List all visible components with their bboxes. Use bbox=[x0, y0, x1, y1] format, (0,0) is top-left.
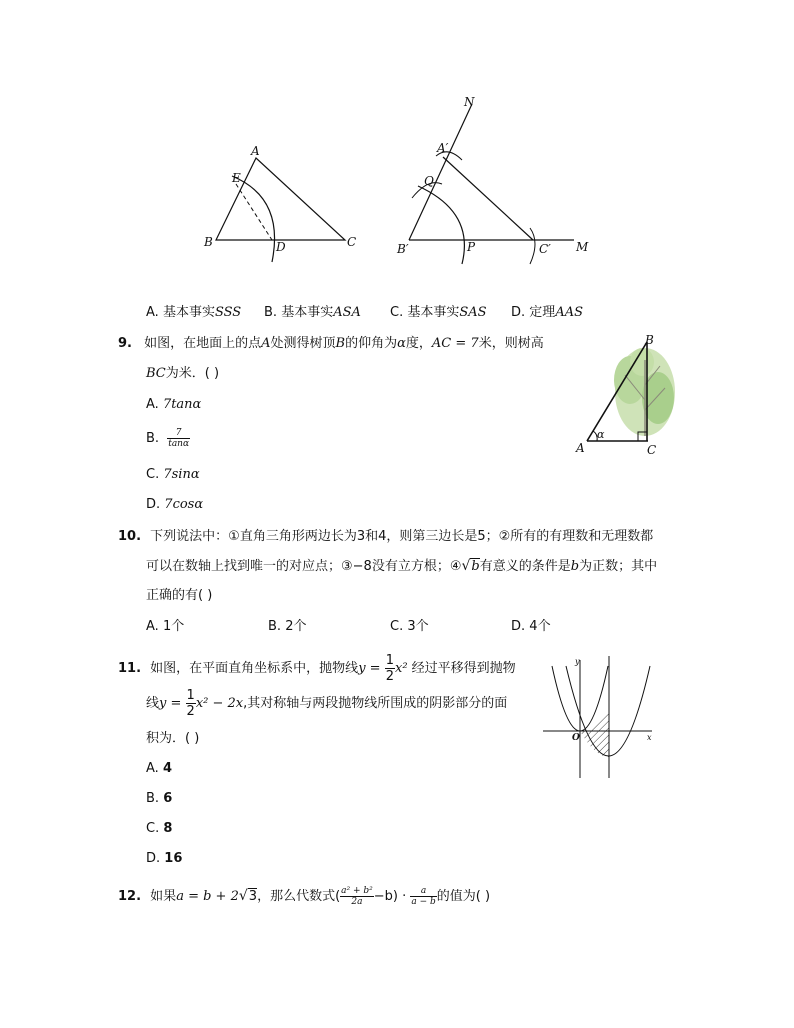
origin-label: O bbox=[572, 733, 580, 743]
label-A1: A′ bbox=[437, 141, 449, 155]
q10-option-b[interactable]: B. 2个 bbox=[268, 619, 307, 634]
shaded-region bbox=[580, 710, 609, 757]
q9-figure bbox=[572, 330, 682, 460]
label-B1: B′ bbox=[397, 242, 409, 256]
label-P: P bbox=[467, 240, 476, 254]
fig-label-alpha: α bbox=[597, 428, 605, 441]
q9-option-c[interactable]: C. 7sinα bbox=[146, 467, 200, 482]
arc-c1-mark bbox=[530, 228, 535, 264]
label-C: C bbox=[347, 235, 357, 249]
q10-line2: 可以在数轴上找到唯一的对应点；③−8没有立方根；④√b有意义的条件是b为正数；其中 bbox=[146, 558, 658, 574]
q10-option-a[interactable]: A. 1个 bbox=[146, 619, 185, 634]
q9-line1: 9. 如图，在地面上的点A处测得树顶B的仰角为α度，AC = 7米，则树高 bbox=[118, 336, 544, 351]
label-Q: Q bbox=[424, 174, 434, 188]
q8-option-c[interactable]: C. 基本事实SAS bbox=[390, 305, 487, 320]
label-C1: C′ bbox=[539, 242, 551, 256]
q11-option-b[interactable]: B. 6 bbox=[146, 791, 173, 806]
q9-option-a[interactable]: A. 7tanα bbox=[146, 397, 202, 412]
label-A: A bbox=[251, 144, 260, 158]
fig-label-A: A bbox=[576, 441, 585, 455]
label-D: D bbox=[276, 240, 286, 254]
q11-option-d[interactable]: D. 16 bbox=[146, 851, 183, 866]
axis-label-y: y bbox=[575, 657, 580, 666]
question-number: 10. bbox=[118, 529, 142, 544]
q8-option-b[interactable]: B. 基本事实ASA bbox=[264, 305, 361, 320]
label-N: N bbox=[464, 95, 475, 109]
q10-option-d[interactable]: D. 4个 bbox=[511, 619, 551, 634]
label-B: B bbox=[204, 235, 213, 249]
q10-line1: 10. 下列说法中：①直角三角形两边长为3和4，则第三边长是5；②所有的有理数和无理数都 bbox=[118, 529, 654, 544]
dashed-ed bbox=[236, 184, 272, 240]
q11-option-c[interactable]: C. 8 bbox=[146, 821, 173, 836]
q10-line3: 正确的有( ) bbox=[146, 588, 213, 603]
axis-label-x: x bbox=[647, 733, 652, 742]
q11-line3: 积为．( ) bbox=[146, 731, 200, 746]
tree-icon bbox=[614, 348, 675, 436]
fig-label-C: C bbox=[647, 443, 657, 457]
q9-option-d[interactable]: D. 7cosα bbox=[146, 497, 204, 512]
q11-line1: 11. 如图，在平面直角坐标系中，抛物线y = $\frac{1}{2}$ x² 经过平移得到抛物 bbox=[118, 653, 516, 684]
question-number: 9. bbox=[118, 336, 132, 351]
q11-figure bbox=[540, 652, 665, 782]
label-E: E bbox=[232, 171, 241, 185]
ray-bn bbox=[409, 104, 472, 240]
fig-label-B: B bbox=[645, 333, 654, 347]
q8-option-a[interactable]: A. 基本事实SSS bbox=[146, 305, 242, 320]
question-number: 11. bbox=[118, 661, 142, 676]
q8-figure bbox=[190, 92, 600, 267]
q10-option-c[interactable]: C. 3个 bbox=[390, 619, 429, 634]
question-number: 12. bbox=[118, 889, 142, 904]
label-M: M bbox=[576, 240, 589, 254]
q9-option-b[interactable]: B. $\frac{7}{\tan\alpha}$ bbox=[146, 428, 190, 449]
q9-line2: BC为米．( ) bbox=[146, 366, 220, 381]
segment-a1c1 bbox=[443, 157, 533, 240]
q8-option-d[interactable]: D. 定理AAS bbox=[511, 305, 583, 320]
q12-line: 12. 如果a = b + 2√3，那么代数式( $\frac{\text{a² + b²}}{2a}$ −b) · $\frac{a}{a - b}$ 的值为( ) bbox=[118, 886, 491, 907]
arc-ed bbox=[232, 176, 275, 262]
q11-line2: 线y = $\frac{1}{2}$ x² − 2x,其对称轴与两段抛物线所围成的阴影部分的面 bbox=[146, 688, 508, 719]
q11-option-a[interactable]: A. 4 bbox=[146, 761, 172, 776]
arc-pq bbox=[418, 186, 464, 264]
